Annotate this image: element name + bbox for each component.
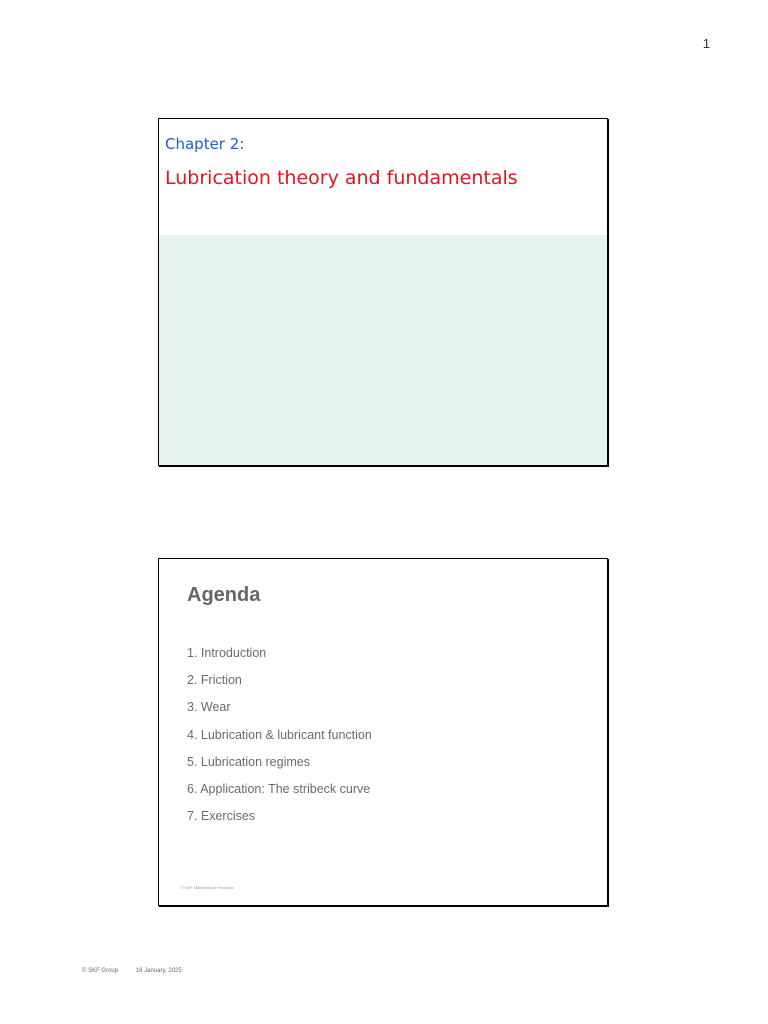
chapter-title: Lubrication theory and fundamentals (165, 167, 518, 189)
agenda-item: 7. Exercises (187, 809, 256, 824)
agenda-item: 2. Friction (187, 673, 242, 688)
agenda-item: 4. Lubrication & lubricant function (187, 727, 372, 742)
slide-chapter-title (158, 118, 608, 466)
title-panel-background (159, 235, 607, 465)
agenda-item: 3. Wear (187, 700, 231, 715)
slide-footnote: © SKF Maintenance Products (181, 885, 234, 890)
agenda-item: 5. Lubrication regimes (187, 754, 310, 769)
footer-date: 16 January, 2025 (135, 968, 182, 974)
slide-agenda (158, 558, 608, 906)
page-footer (82, 968, 198, 974)
agenda-list (187, 645, 372, 835)
agenda-title: Agenda (187, 584, 261, 606)
agenda-item: 6. Application: The stribeck curve (187, 781, 371, 796)
footer-copyright: © SKF Group (82, 968, 119, 974)
agenda-item: 1. Introduction (187, 646, 267, 660)
chapter-label: Chapter 2: (165, 135, 245, 153)
page-number: 1 (702, 36, 710, 51)
